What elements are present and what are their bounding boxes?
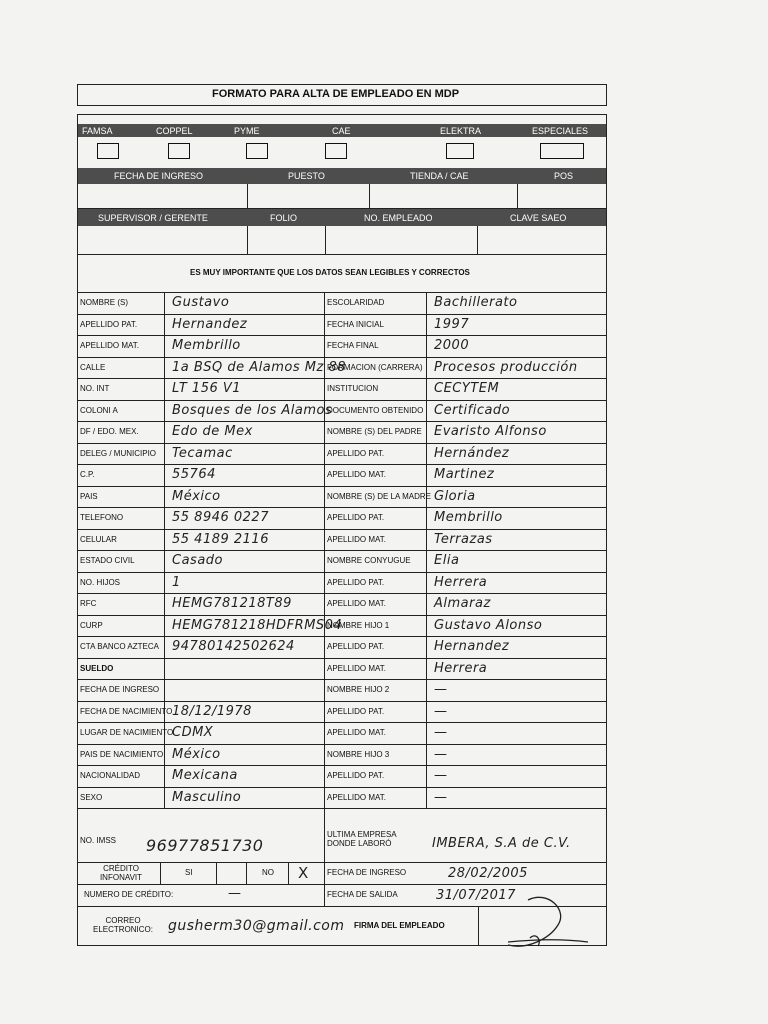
left-field-label: RFC — [80, 599, 97, 608]
right-field-label: APELLIDO PAT. — [327, 707, 385, 716]
right-field-value[interactable]: Almaraz — [434, 596, 491, 611]
right-field-label: APELLIDO MAT. — [327, 470, 386, 479]
left-field-value[interactable]: Bosques de los Alamos — [172, 403, 333, 418]
company-elektra-label: ELEKTRA — [440, 125, 482, 136]
left-field-value[interactable]: Mexicana — [172, 768, 238, 783]
left-field-label: PAIS — [80, 492, 98, 501]
right-field-value[interactable]: Gustavo Alonso — [434, 618, 543, 633]
legibility-notice: ES MUY IMPORTANTE QUE LOS DATOS SEAN LEGIBLES Y CORRECTOS — [190, 268, 470, 277]
right-field-value[interactable]: Membrillo — [434, 510, 503, 525]
correo-label: CORREO ELECTRONICO: — [92, 916, 153, 934]
right-field-value[interactable]: 1997 — [434, 317, 470, 332]
right-field-label: FECHA FINAL — [327, 341, 379, 350]
right-field-value[interactable]: Herrera — [434, 575, 488, 590]
right-field-value[interactable]: — — [434, 768, 448, 783]
last-company-value: IMBERA, S.A de C.V. — [432, 836, 571, 851]
right-field-value[interactable]: Gloria — [434, 489, 476, 504]
left-field-value[interactable]: Hernandez — [172, 317, 248, 332]
header-fecha-ingreso: FECHA DE INGRESO — [114, 171, 204, 181]
company-bar — [78, 124, 606, 137]
right-field-value[interactable]: Herrera — [434, 661, 488, 676]
right-field-value[interactable]: Elia — [434, 553, 460, 568]
right-field-label: NOMBRE HIJO 2 — [327, 685, 390, 694]
imss-value: 96977851730 — [146, 836, 264, 855]
left-field-label: CALLE — [80, 363, 106, 372]
header-row2-bar — [78, 209, 606, 226]
left-field-label: APELLIDO PAT. — [80, 320, 138, 329]
right-field-value[interactable]: Hernández — [434, 446, 510, 461]
form-title: FORMATO PARA ALTA DE EMPLEADO EN MDP — [212, 88, 460, 100]
left-field-label: DELEG / MUNICIPIO — [80, 449, 157, 458]
right-field-label: NOMBRE (S) DE LA MADRE — [327, 492, 432, 501]
left-field-label: FECHA DE INGRESO — [80, 685, 160, 694]
coppel-checkbox[interactable] — [168, 143, 190, 159]
header-puesto: PUESTO — [288, 171, 325, 181]
left-field-label: ESTADO CIVIL — [80, 556, 135, 565]
company-especiales-label: ESPECIALES — [532, 125, 589, 136]
right-field-value[interactable]: Certificado — [434, 403, 511, 418]
right-field-value[interactable]: — — [434, 704, 448, 719]
left-field-value[interactable]: Edo de Mex — [172, 424, 253, 439]
right-field-label: FORMACION (CARRERA) — [327, 363, 423, 372]
credito-no-mark: X — [298, 864, 309, 882]
right-field-value[interactable]: Martinez — [434, 467, 495, 482]
left-field-value[interactable]: 18/12/1978 — [172, 704, 252, 719]
left-field-label: FECHA DE NACIMIENTO — [80, 707, 173, 716]
left-field-label: TELEFONO — [80, 513, 124, 522]
employee-signature — [488, 880, 598, 960]
left-field-value[interactable]: Membrillo — [172, 338, 241, 353]
right-field-value[interactable]: — — [434, 682, 448, 697]
right-field-label: APELLIDO PAT. — [327, 578, 385, 587]
left-field-value[interactable]: 55 8946 0227 — [172, 510, 269, 525]
credito-si-label: SI — [185, 868, 193, 877]
numero-credito-label: NUMERO DE CRÉDITO: — [84, 890, 174, 899]
right-field-label: NOMBRE (S) DEL PADRE — [327, 427, 422, 436]
right-field-label: ESCOLARIDAD — [327, 298, 385, 307]
left-field-label: COLONI A — [80, 406, 118, 415]
right-field-label: APELLIDO MAT. — [327, 664, 386, 673]
left-field-value[interactable]: HEMG781218HDFRMS04 — [172, 618, 343, 633]
header-tienda-cae: TIENDA / CAE — [410, 171, 469, 181]
left-field-label: CURP — [80, 621, 103, 630]
correo-value: gusherm30@gmail.com — [168, 918, 345, 934]
right-field-label: APELLIDO PAT. — [327, 642, 385, 651]
credito-no-label: NO — [262, 868, 274, 877]
left-field-label: C.P. — [80, 470, 95, 479]
left-field-label: SEXO — [80, 793, 103, 802]
left-field-value[interactable]: 1a BSQ de Alamos Mz 88 — [172, 360, 346, 375]
numero-credito-value: — — [228, 886, 242, 901]
left-field-label: NOMBRE (S) — [80, 298, 128, 307]
left-field-label: DF / EDO. MEX. — [80, 427, 139, 436]
left-field-value[interactable]: HEMG781218T89 — [172, 596, 292, 611]
left-field-label: LUGAR DE NACIMIENTO — [80, 728, 174, 737]
right-field-label: DOCUMENTO OBTENIDO — [327, 406, 424, 415]
company-pyme-label: PYME — [234, 125, 260, 136]
left-field-value[interactable]: LT 156 V1 — [172, 381, 242, 396]
fecha-ingreso-prev-label: FECHA DE INGRESO — [327, 868, 407, 877]
right-field-label: NOMBRE HIJO 3 — [327, 750, 390, 759]
left-field-value[interactable]: 55764 — [172, 467, 216, 482]
company-famsa-label: FAMSA — [82, 125, 113, 136]
header-pos: POS — [554, 171, 574, 181]
company-cae-label: CAE — [332, 125, 351, 136]
header-no-empleado: NO. EMPLEADO — [364, 212, 433, 223]
left-field-label: SUELDO — [80, 664, 114, 673]
left-field-label: PAIS DE NACIMIENTO — [80, 750, 164, 759]
left-field-value[interactable]: México — [172, 489, 221, 504]
firma-label: FIRMA DEL EMPLEADO — [354, 921, 445, 930]
left-field-label: NO. INT — [80, 384, 110, 393]
right-field-value[interactable]: Hernandez — [434, 639, 510, 654]
left-field-label: CTA BANCO AZTECA — [80, 642, 159, 651]
right-field-value[interactable]: CECYTEM — [434, 381, 500, 396]
header-supervisor: SUPERVISOR / GERENTE — [98, 212, 208, 223]
right-field-label: APELLIDO MAT. — [327, 728, 386, 737]
left-field-label: NACIONALIDAD — [80, 771, 141, 780]
left-field-value[interactable]: 55 4189 2116 — [172, 532, 269, 547]
fecha-salida-value: 31/07/2017 — [436, 888, 516, 903]
right-field-label: NOMBRE HIJO 1 — [327, 621, 390, 630]
right-field-value[interactable]: — — [434, 725, 448, 740]
pyme-checkbox[interactable] — [246, 143, 268, 159]
left-field-value[interactable]: 1 — [172, 575, 181, 590]
elektra-checkbox[interactable] — [446, 143, 474, 159]
company-coppel-label: COPPEL — [156, 125, 193, 136]
right-field-label: INSTITUCION — [327, 384, 379, 393]
header-clave-saeo: CLAVE SAEO — [510, 212, 567, 223]
right-field-value[interactable]: — — [434, 790, 448, 805]
right-field-value[interactable]: 2000 — [434, 338, 470, 353]
fecha-ingreso-prev-value: 28/02/2005 — [448, 866, 528, 881]
left-field-value[interactable]: Tecamac — [172, 446, 233, 461]
left-field-label: NO. HIJOS — [80, 578, 121, 587]
famsa-checkbox[interactable] — [97, 143, 119, 159]
right-field-label: FECHA INICIAL — [327, 320, 384, 329]
right-field-value[interactable]: — — [434, 747, 448, 762]
right-field-value[interactable]: Evaristo Alfonso — [434, 424, 547, 439]
right-field-label: NOMBRE CONYUGUE — [327, 556, 411, 565]
imss-label: NO. IMSS — [80, 836, 117, 845]
left-field-value[interactable]: 94780142502624 — [172, 639, 295, 654]
right-field-label: APELLIDO MAT. — [327, 535, 386, 544]
right-field-label: APELLIDO MAT. — [327, 599, 386, 608]
right-field-value[interactable]: Terrazas — [434, 532, 493, 547]
right-field-label: APELLIDO PAT. — [327, 771, 385, 780]
right-field-label: APELLIDO PAT. — [327, 449, 385, 458]
left-field-value[interactable]: CDMX — [172, 725, 214, 740]
left-field-label: CELULAR — [80, 535, 117, 544]
left-field-value[interactable]: Casado — [172, 553, 223, 568]
left-field-value[interactable]: Masculino — [172, 790, 242, 805]
header-folio: FOLIO — [270, 212, 298, 223]
right-field-value[interactable]: Procesos producción — [434, 360, 578, 375]
form-frame — [77, 114, 607, 946]
right-field-value[interactable]: Bachillerato — [434, 295, 518, 310]
left-field-label: APELLIDO MAT. — [80, 341, 139, 350]
fecha-salida-label: FECHA DE SALIDA — [327, 890, 398, 899]
cae-checkbox[interactable] — [325, 143, 347, 159]
header-row1-bar — [78, 168, 606, 184]
last-company-label: ULTIMA EMPRESA DONDE LABORÓ — [327, 830, 397, 848]
especiales-checkbox[interactable] — [540, 143, 584, 159]
left-field-value[interactable]: México — [172, 747, 221, 762]
credito-infonavit-label: CRÉDITO INFONAVIT — [99, 864, 143, 882]
right-field-label: APELLIDO PAT. — [327, 513, 385, 522]
left-field-value[interactable]: Gustavo — [172, 295, 230, 310]
right-field-label: APELLIDO MAT. — [327, 793, 386, 802]
